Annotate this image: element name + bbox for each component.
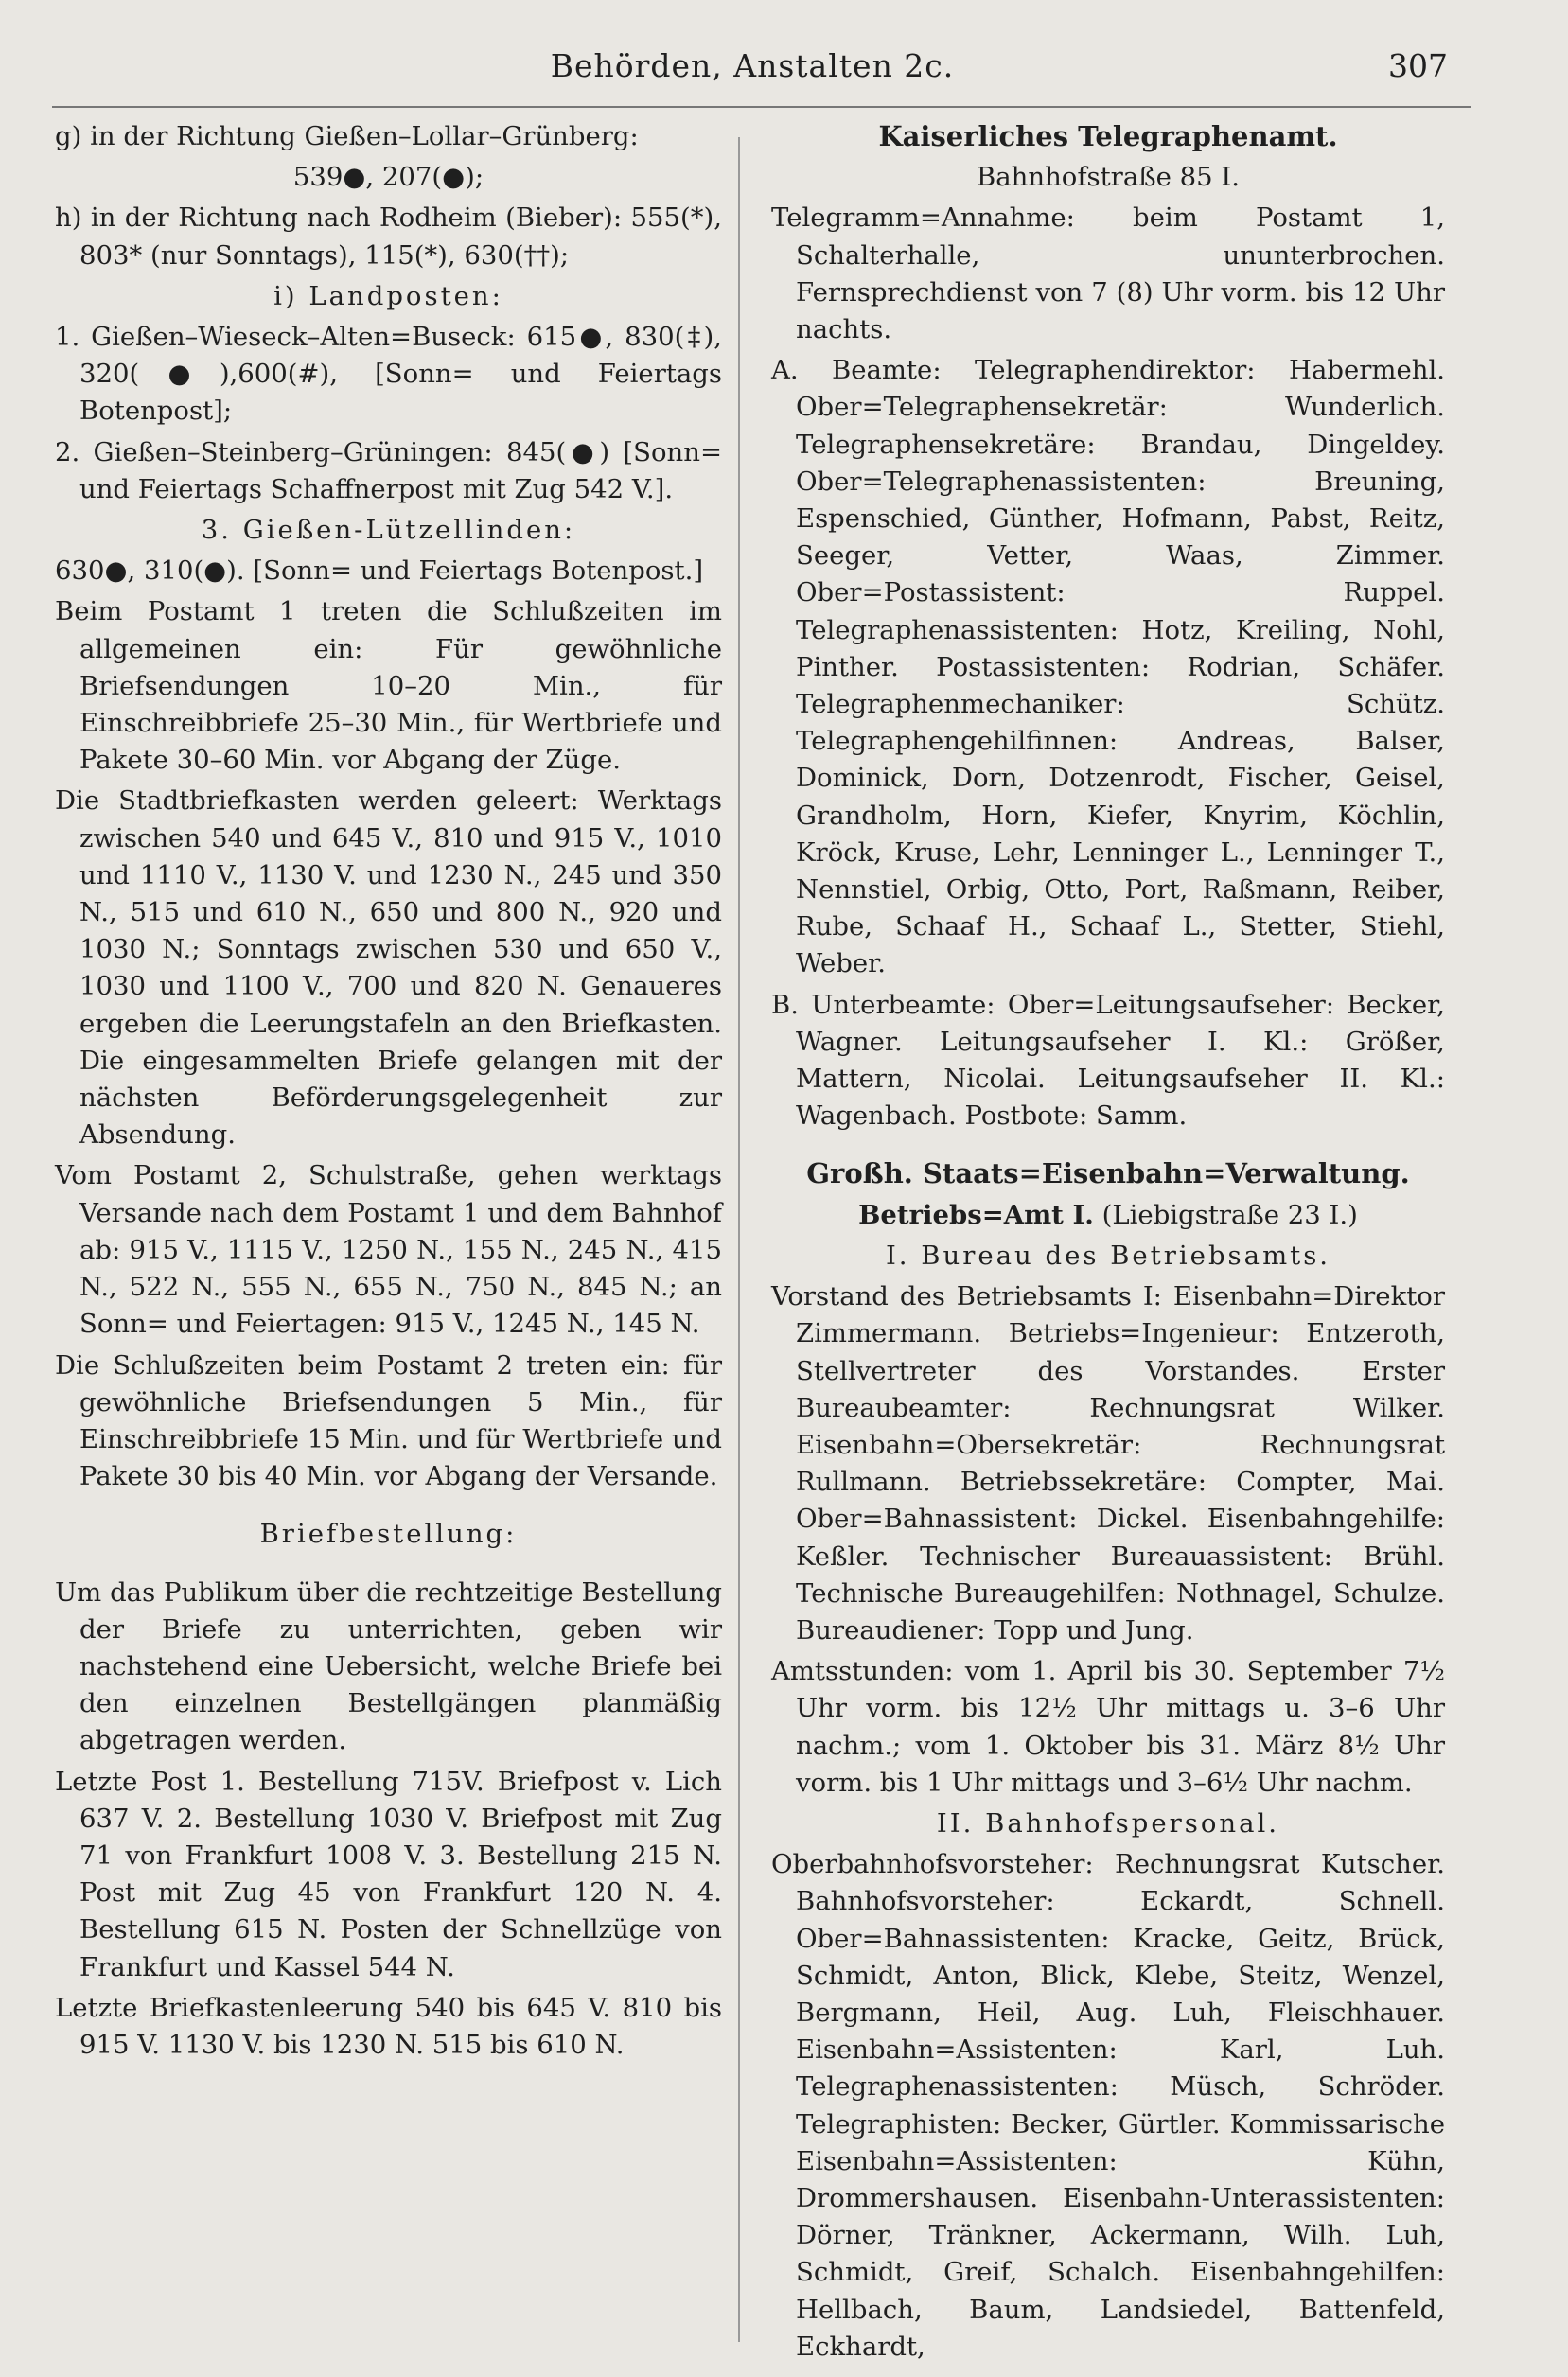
beamte-list: A. Beamte: Telegraphendirektor: Habermehl. Ober=Telegraphensekretär: Wunderlich. Telegraphensekretäre: Brandau, Dingeldey. Ober=Telegraphenassistenten: Breuning, Espenschied, Günther, Hofmann, Pabst, Reitz, Seeger, Vetter, Waas, Zimmer. Ober=Postassistent: Ruppel. Telegraphenassistenten: Hotz, Kreiling, Nohl, Pinther. Postassistenten: Rodrian, Schäfer. Telegraphenmechaniker: Schütz. Telegraphengehilfinnen: Andreas, Balser, Dominick, Dorn, Dotzenrodt, Fischer, Geisel, Grandholm, Horn, Kiefer, Knyrim, Köchlin, Kröck, Kruse, Lehr, Lenninger L., Lenninger T., Nennstiel, Orbig, Otto, Port, Raßmann, Reiber, Rube, Schaaf H., Schaaf L., Stetter, Stiehl, Weber. (771, 355, 1445, 979)
unterbeamte-list: B. Unterbeamte: Ober=Leitungsaufseher: Becker, Wagner. Leitungsaufseher I. Kl.: Größer, Mattern, Nicolai. Leitungsaufseher II. Kl.: Wagenbach. Postbote: Samm. (771, 989, 1445, 1132)
eisenbahn-heading: Großh. Staats=Eisenbahn=Verwaltung. (806, 1157, 1410, 1190)
route-g-times: 539●, 207(●); (292, 162, 484, 193)
landposten-heading: i) Landposten: (273, 280, 503, 311)
landpost-3: 630●, 310(●). [Sonn= und Feiertags Botenpost.] (55, 555, 704, 587)
route-g: g) in der Richtung Gießen–Lollar–Grünberg: (55, 121, 639, 151)
page-header (57, 47, 1448, 95)
telegraphenamt-address: Bahnhofstraße 85 I. (977, 162, 1240, 193)
paragraph-briefkastenleerung: Letzte Briefkastenleerung 540 bis 645 V. 810 bis 915 V. 1130 V. bis 1230 N. 515 bis 610 N. (55, 1992, 722, 2060)
column-divider (738, 137, 740, 2342)
bahnhofspersonal-heading: II. Bahnhofspersonal. (936, 1807, 1280, 1839)
paragraph-letzte-post: Letzte Post 1. Bestellung 715V. Briefpost v. Lich 637 V. 2. Bestellung 1030 V. Briefpost mit Zug 71 von Frankfurt 1008 V. 3. Bestellung 215 N. Post mit Zug 45 von Frankfurt 120 N. 4. Bestellung 615 N. Posten der Schnellzüge von Frankfurt und Kassel 544 N. (55, 1766, 722, 1982)
bureau-staff: Vorstand des Betriebsamts I: Eisenbahn=Direktor Zimmermann. Betriebs=Ingenieur: Entzeroth, Stellvertreter des Vorstandes. Erster Bureaubeamter: Rechnungsrat Wilker. Eisenbahn=Obersekretär: Rechnungsrat Rullmann. Betriebssekretäre: Compter, Mai. Ober=Bahnassistent: Dickel. Eisenbahngehilfe: Keßler. Technischer Bureauassistent: Brühl. Technische Bureaugehilfen: Nothnagel, Schulze. Bureaudiener: Topp und Jung. (771, 1281, 1445, 1646)
running-title: Behörden, Anstalten 2c. (550, 47, 955, 84)
bureau-heading: I. Bureau des Betriebsamts. (885, 1240, 1331, 1271)
betriebsamt-address: (Liebigstraße 23 I.) (1101, 1199, 1358, 1230)
paragraph-stadtbriefkasten: Die Stadtbriefkasten werden geleert: Werktags zwischen 540 und 645 V., 810 und 915 V., 1010 und 1110 V., 1130 V. und 1230 N., 245 und 350 N., 515 und 610 N., 650 und 800 N., 920 und 1030 N.; Sonntags zwischen 530 und 650 V., 1030 und 1100 V., 700 und 820 N. Genaueres ergeben die Leerungstafeln an den Briefkasten. Die eingesammelten Briefe gelangen mit der nächsten Beförderungsgelegenheit zur Absendung. (55, 785, 722, 1151)
landpost-2: 2. Gießen–Steinberg–Grüningen: 845(●) [Sonn= und Feiertags Schaffnerpost mit Zug 542 V.]. (55, 436, 722, 504)
left-column (55, 118, 722, 2068)
paragraph-publikum: Um das Publikum über die rechtzeitige Bestellung der Briefe zu unterrichten, geben wir nachstehend eine Uebersicht, welche Briefe bei den einzelnen Bestellgängen planmäßig abgetragen werden. (55, 1576, 722, 1756)
betriebsamt-title: Betriebs=Amt I. (858, 1199, 1094, 1230)
amtsstunden: Amtsstunden: vom 1. April bis 30. September 7½ Uhr vorm. bis 12½ Uhr mittags u. 3–6 Uhr nachm.; vom 1. Oktober bis 31. März 8½ Uhr vorm. bis 1 Uhr mittags und 3–6½ Uhr nachm. (771, 1656, 1445, 1798)
paragraph-postamt-2: Vom Postamt 2, Schulstraße, gehen werktags Versande nach dem Postamt 1 und dem Bahnhof ab: 915 V., 1115 V., 1250 N., 155 N., 245 N., 415 N., 522 N., 555 N., 655 N., 750 N., 845 N.; an Sonn= und Feiertagen: 915 V., 1245 N., 145 N. (55, 1160, 722, 1340)
telegramm-annahme: Telegramm=Annahme: beim Postamt 1, Schalterhalle, ununterbrochen. Fernsprechdienst von 7 (8) Uhr vorm. bis 12 Uhr nachts. (771, 202, 1445, 345)
briefbestellung-heading: Briefbestellung: (259, 1519, 518, 1550)
right-column (771, 118, 1445, 2369)
betriebsamt-line (771, 1197, 1445, 1234)
paragraph-schlusszeiten: Beim Postamt 1 treten die Schlußzeiten im allgemeinen ein: Für gewöhnliche Briefsendungen 10–20 Min., für Einschreibbriefe 25–30 Min., für Wertbriefe und Pakete 30–60 Min. vor Abgang der Züge. (55, 596, 722, 776)
landpost-1: 1. Gießen–Wieseck–Alten=Buseck: 615●, 830(‡), 320(●),600(#), [Sonn= und Feiertags Botenpost]; (55, 322, 722, 427)
landpost-3-heading: 3. Gießen-Lützellinden: (201, 515, 576, 546)
route-h: h) in der Richtung nach Rodheim (Bieber): 555(*), 803* (nur Sonntags), 115(*), 630(††); (55, 202, 722, 271)
page-number: 307 (1388, 47, 1448, 84)
header-rule (52, 106, 1471, 108)
telegraphenamt-heading: Kaiserliches Telegraphenamt. (878, 120, 1338, 152)
bahnhofspersonal-list: Oberbahnhofsvorsteher: Rechnungsrat Kutscher. Bahnhofsvorsteher: Eckardt, Schnell. Ober=Bahnassistenten: Kracke, Geitz, Brück, Schmidt, Anton, Blick, Klebe, Steitz, Wenzel, Bergmann, Heil, Aug. Luh, Fleischhauer. Eisenbahn=Assistenten: Karl, Luh. Telegraphenassistenten: Müsch, Schröder. Telegraphisten: Becker, Gürtler. Kommissarische Eisenbahn=Assistenten: Kühn, Drommershausen. Eisenbahn-Unterassistenten: Dörner, Tränkner, Ackermann, Wilh. Luh, Schmidt, Greif, Schalch. Eisenbahngehilfen: Hellbach, Baum, Landsiedel, Battenfeld, Eckhardt, (771, 1849, 1445, 2362)
paragraph-schlusszeiten-2: Die Schlußzeiten beim Postamt 2 treten ein: für gewöhnliche Briefsendungen 5 Min., für Einschreibbriefe 15 Min. und für Wertbriefe und Pakete 30 bis 40 Min. vor Abgang der Versande. (55, 1349, 722, 1492)
